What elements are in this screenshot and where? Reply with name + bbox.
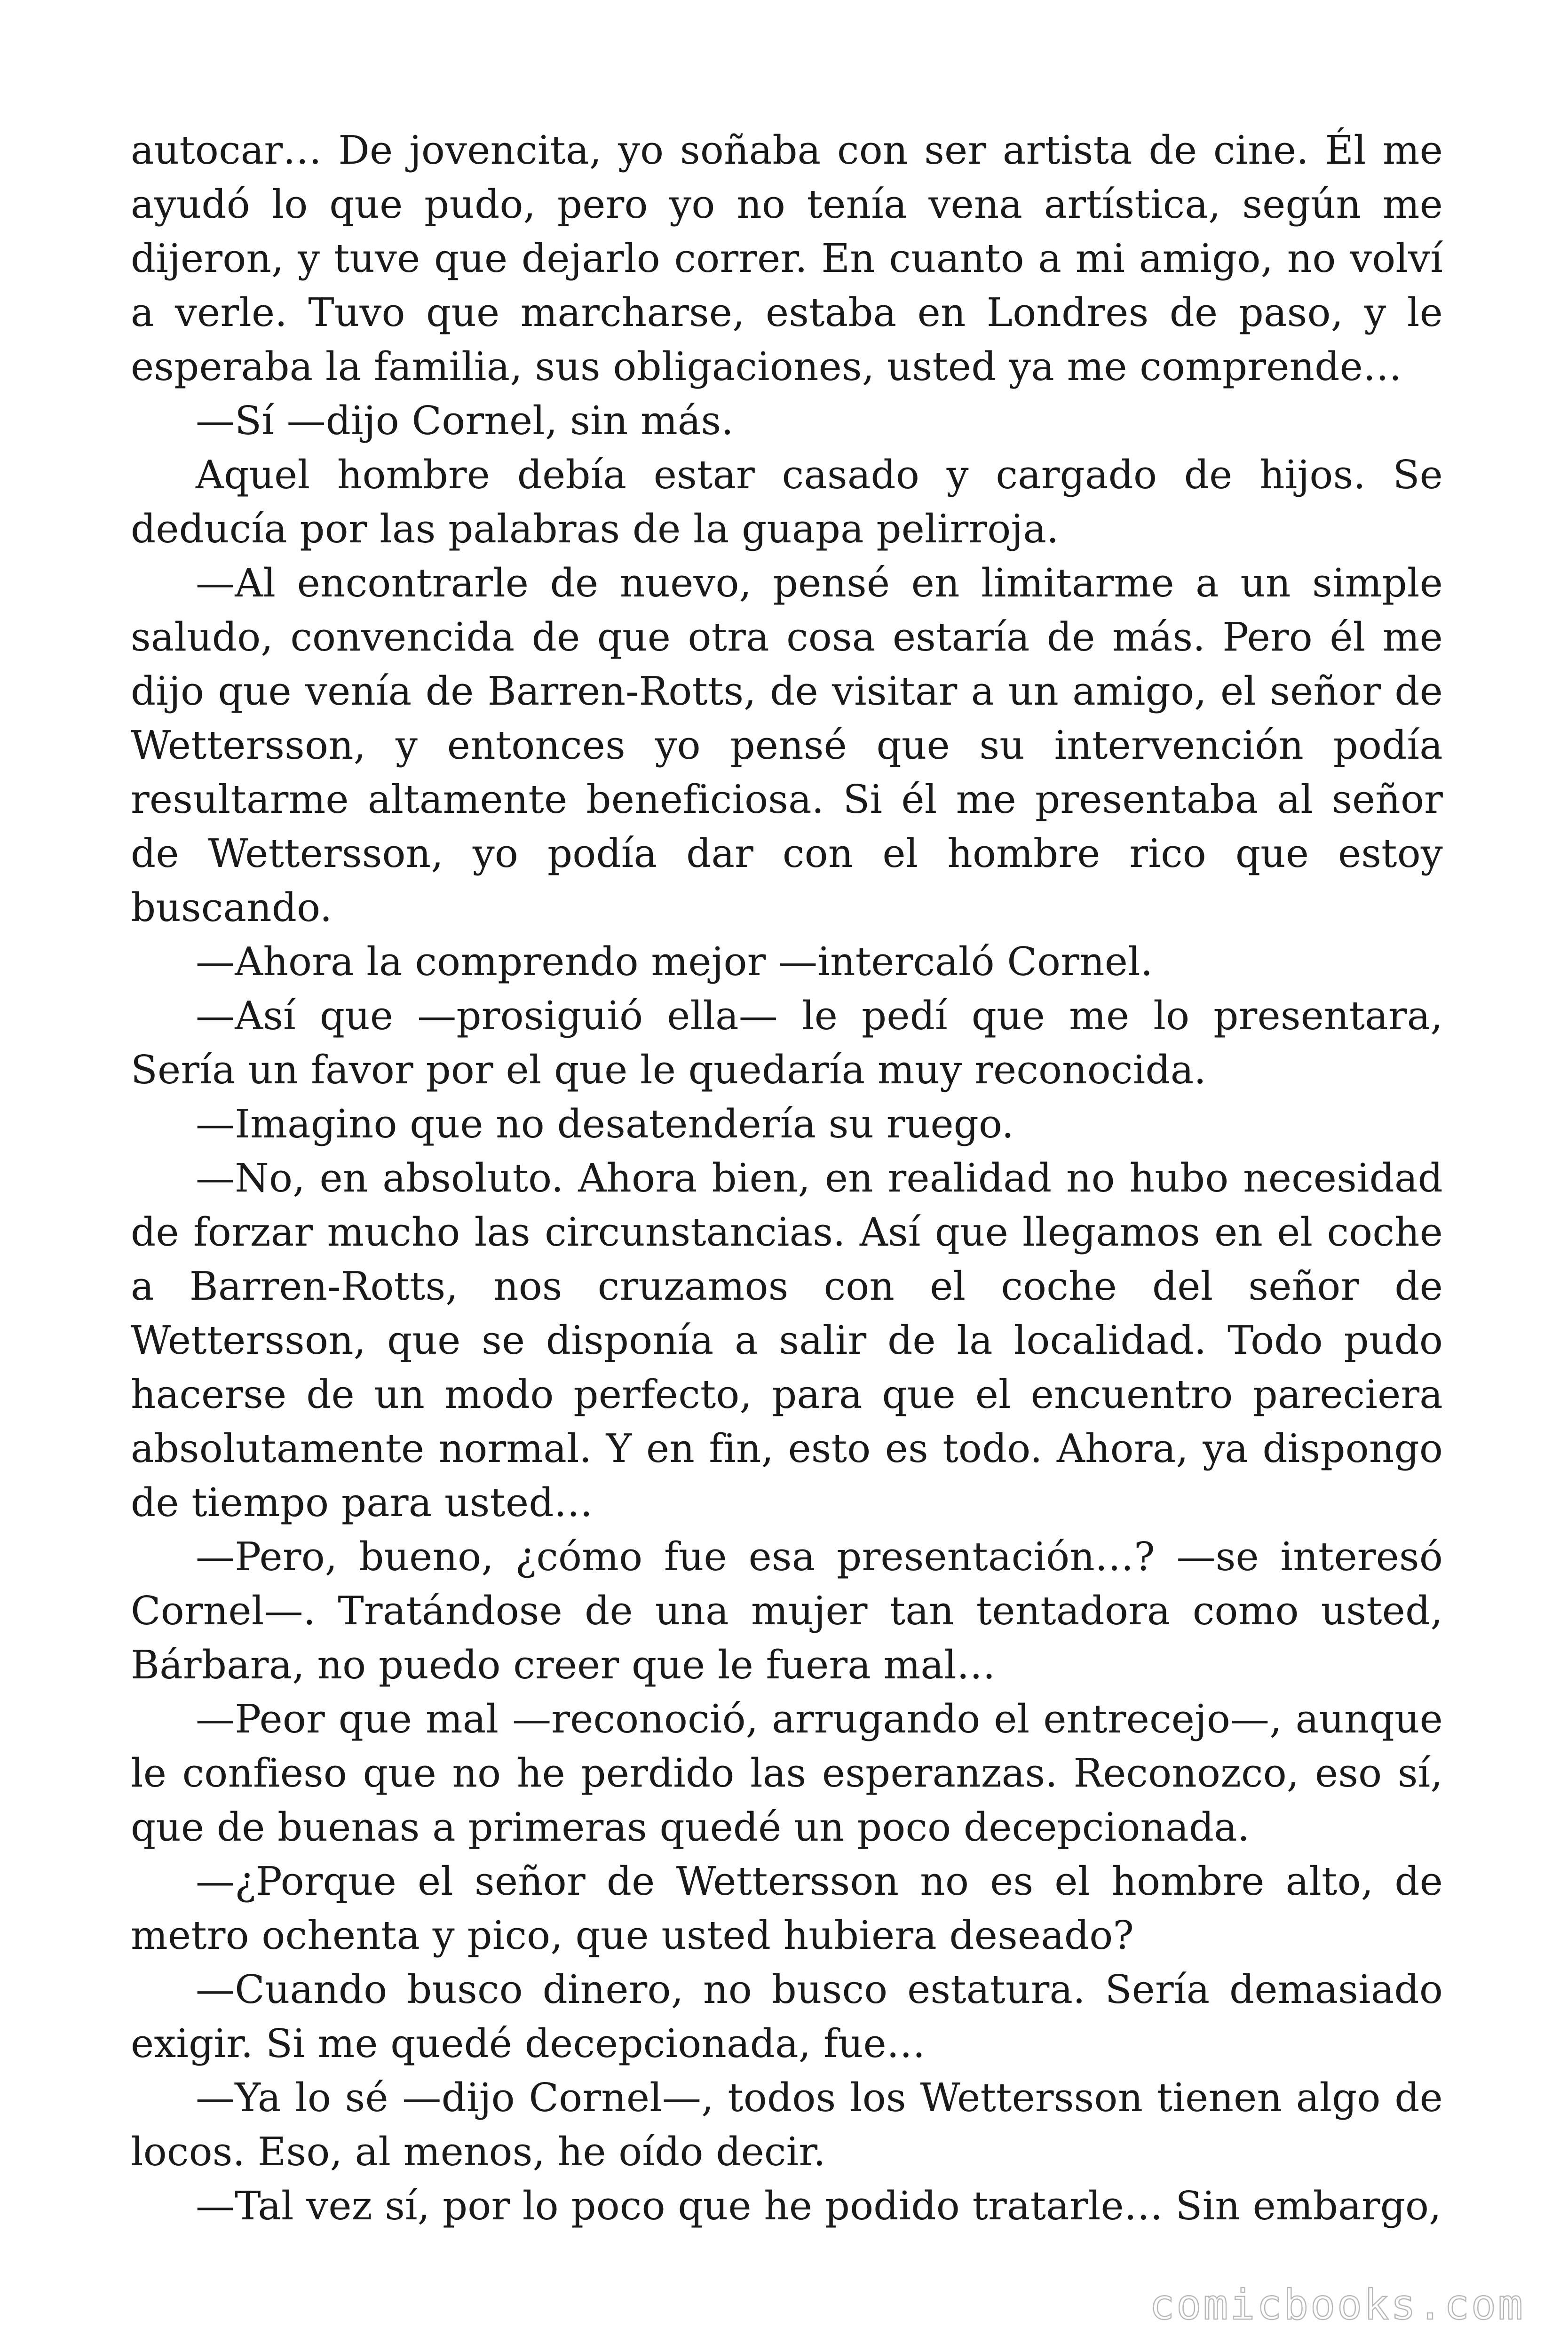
paragraph-1: autocar… De jovencita, yo soñaba con ser artista de cine. Él me ayudó lo que pudo, pero yo no tenía vena artística, según me dijeron, y tuve que dejarlo correr. En cuanto a mi amigo, no volví a verle. Tuvo que marcharse, estaba en Londres de paso, y le esperaba la familia, sus obligaciones, usted ya me comprende… — [131, 127, 1443, 389]
paragraph-3: Aquel hombre debía estar casado y cargado de hijos. Se deducía por las palabras de la guapa pelirroja. — [131, 452, 1443, 552]
paragraph-12: —Cuando busco dinero, no busco estatura. Sería demasiado exigir. Si me quedé decepcionada, fue… — [131, 1967, 1443, 2066]
paragraph-10: —Peor que mal —reconoció, arrugando el entrecejo—, aunque le confieso que no he perdido las esperanzas. Reconozco, eso sí, que de buenas a primeras quedé un poco decepcionada. — [131, 1696, 1443, 1850]
paragraph-14: —Tal vez sí, por lo poco que he podido tratarle… Sin embargo, — [196, 2183, 1441, 2229]
book-page — [131, 123, 1443, 2229]
paragraph-5: —Ahora la comprendo mejor —intercaló Cornel. — [196, 939, 1153, 985]
paragraph-7: —Imagino que no desatendería su ruego. — [196, 1101, 1014, 1147]
paragraph-6: —Así que —prosiguió ella— le pedí que me lo presentara, Sería un favor por el que le quedaría muy reconocida. — [131, 993, 1443, 1093]
paragraph-2: —Sí —dijo Cornel, sin más. — [196, 398, 734, 444]
paragraph-4: —Al encontrarle de nuevo, pensé en limitarme a un simple saludo, convencida de que otra cosa estaría de más. Pero él me dijo que venía de Barren-Rotts, de visitar a un amigo, el señor de Wettersson, y entonces yo pensé que su intervención podía resultarme altamente beneficiosa. Si él me presentaba al señor de Wettersson, yo podía dar con el hombre rico que estoy buscando. — [131, 560, 1443, 930]
body-text — [131, 123, 1443, 2233]
paragraph-13: —Ya lo sé —dijo Cornel—, todos los Wettersson tienen algo de locos. Eso, al menos, he oído decir. — [131, 2075, 1443, 2175]
watermark-text: comicbooks.com — [1149, 2280, 1525, 2329]
paragraph-9: —Pero, bueno, ¿cómo fue esa presentación…? —se interesó Cornel—. Tratándose de una mujer tan tentadora como usted, Bárbara, no puedo creer que le fuera mal… — [131, 1534, 1443, 1688]
paragraph-8: —No, en absoluto. Ahora bien, en realidad no hubo necesidad de forzar mucho las circunstancias. Así que llegamos en el coche a Barren-Rotts, nos cruzamos con el coche del señor de Wettersson, que se disponía a salir de la localidad. Todo pudo hacerse de un modo perfecto, para que el encuentro pareciera absolutamente normal. Y en fin, esto es todo. Ahora, ya dispongo de tiempo para usted… — [131, 1155, 1443, 1526]
paragraph-11: —¿Porque el señor de Wettersson no es el hombre alto, de metro ochenta y pico, que usted hubiera deseado? — [131, 1859, 1443, 1958]
